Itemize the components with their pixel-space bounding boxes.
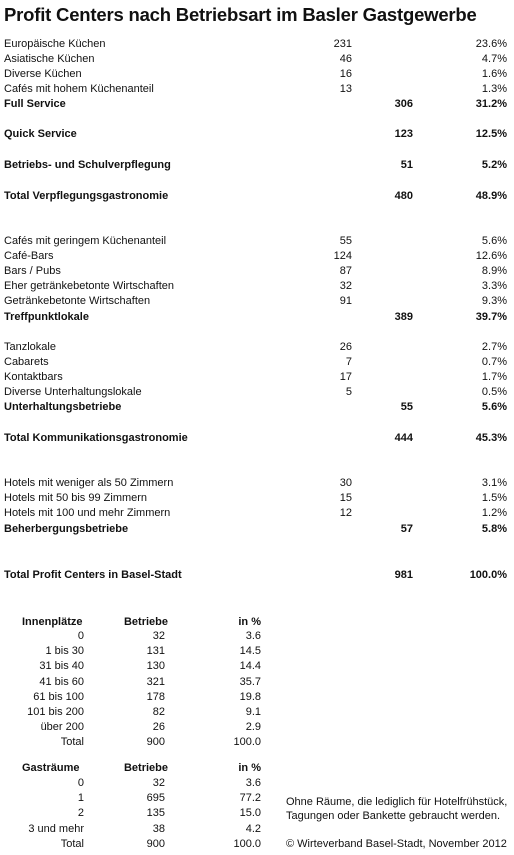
table-cell: 14.5 [239, 645, 261, 658]
table-cell: 19.8 [239, 690, 261, 703]
row-percent: 100.0% [469, 569, 507, 581]
row-label: Total Kommunikationsgastronomie [4, 432, 188, 444]
table-cell: 131 [146, 645, 165, 658]
table-row [0, 721, 514, 734]
table-cell: 4.2 [245, 822, 261, 835]
footnote: Ohne Räume, die lediglich für Hotelfrühstück, Tagungen oder Bankette gebraucht werden. [286, 796, 508, 822]
table-row [0, 386, 514, 399]
table-row [0, 235, 514, 248]
table-row [0, 676, 514, 689]
table-row [0, 507, 514, 520]
column-header: Betriebe [123, 616, 168, 628]
row-label: Asiatische Küchen [4, 53, 95, 65]
row-percent: 8.9% [481, 265, 507, 277]
row-label: Diverse Unterhaltungslokale [4, 386, 142, 398]
row-percent: 39.7% [475, 311, 507, 323]
row-label: Total Verpflegungsgastronomie [4, 190, 169, 202]
row-label: Beherbergungsbetriebe [4, 523, 129, 535]
table-cell: 695 [146, 792, 165, 805]
row-percent: 23.6% [475, 38, 507, 50]
row-percent: 1.7% [481, 371, 507, 383]
table-cell: über 200 [40, 721, 84, 734]
table-cell: Total [60, 736, 84, 749]
table-cell: 0 [77, 777, 84, 789]
row-percent: 9.3% [481, 295, 507, 307]
table-cell: 32 [152, 630, 165, 642]
row-percent: 5.8% [481, 523, 507, 535]
table-row [0, 706, 514, 719]
table-cell: 2 [77, 807, 84, 820]
row-percent: 4.7% [481, 53, 507, 65]
row-count: 124 [333, 250, 352, 262]
table-cell: 130 [146, 660, 165, 673]
table-cell: 3 und mehr [28, 822, 84, 835]
table-row [0, 569, 514, 582]
table-row [0, 523, 514, 536]
row-label: Bars / Pubs [4, 265, 61, 277]
table-row [0, 477, 514, 490]
row-label: Quick Service [4, 128, 77, 140]
row-count: 5 [345, 386, 352, 398]
row-count: 15 [339, 492, 352, 504]
table-cell: 77.2 [239, 792, 261, 805]
table-cell: 38 [152, 822, 165, 835]
table-cell: 0 [77, 630, 84, 642]
row-label: Total Profit Centers in Basel-Stadt [4, 569, 182, 581]
row-percent: 12.5% [475, 128, 507, 140]
row-count: 26 [339, 341, 352, 353]
column-header: in % [238, 762, 261, 774]
row-subtotal: 306 [394, 98, 413, 110]
row-count: 231 [333, 38, 352, 50]
table-row [0, 371, 514, 384]
row-label: Getränkebetonte Wirtschaften [4, 295, 151, 307]
column-header: Gasträume [22, 762, 80, 774]
row-percent: 31.2% [475, 98, 507, 110]
row-percent: 5.6% [481, 235, 507, 247]
table-cell: 2.9 [245, 721, 261, 734]
row-percent: 48.9% [475, 190, 507, 202]
table-row [0, 777, 514, 790]
table-cell: 41 bis 60 [39, 675, 84, 688]
table-row [0, 311, 514, 324]
row-label: Hotels mit 50 bis 99 Zimmern [4, 492, 148, 504]
table-row [0, 265, 514, 278]
table-cell: 14.4 [239, 660, 261, 673]
row-subtotal: 389 [394, 311, 413, 323]
table-cell: 1 bis 30 [45, 645, 84, 658]
row-label: Diverse Küchen [4, 68, 82, 80]
row-label: Tanzlokale [4, 341, 56, 353]
row-subtotal: 57 [400, 523, 413, 535]
table-cell: 900 [146, 837, 165, 850]
table-row [0, 736, 514, 749]
row-percent: 45.3% [475, 432, 507, 444]
table-row [0, 691, 514, 704]
table-cell: 1 [77, 792, 84, 805]
column-header: Betriebe [123, 762, 168, 774]
table-cell: 9.1 [245, 706, 261, 718]
table-row [0, 53, 514, 66]
table-cell: 61 bis 100 [33, 690, 84, 703]
table-header [0, 762, 514, 775]
row-label: Full Service [4, 98, 66, 110]
table-cell: 82 [152, 706, 165, 718]
row-subtotal: 123 [394, 128, 413, 140]
table-cell: 178 [146, 690, 165, 703]
table-cell: 135 [146, 807, 165, 820]
row-percent: 5.2% [481, 159, 507, 171]
table-cell: 26 [152, 721, 165, 734]
row-count: 13 [339, 83, 352, 95]
table-cell: 100.0 [233, 837, 261, 850]
row-label: Treffpunktlokale [4, 311, 89, 323]
table-row [0, 83, 514, 96]
row-subtotal: 444 [394, 432, 413, 444]
row-percent: 0.5% [481, 386, 507, 398]
row-subtotal: 480 [394, 190, 413, 202]
row-label: Kontaktbars [4, 371, 63, 383]
row-label: Hotels mit weniger als 50 Zimmern [4, 477, 174, 489]
row-count: 7 [345, 356, 352, 368]
row-percent: 1.3% [481, 83, 507, 95]
row-label: Unterhaltungsbetriebe [4, 401, 122, 413]
table-cell: 321 [146, 675, 165, 688]
row-count: 91 [339, 295, 352, 307]
table-row [0, 630, 514, 643]
table-header [0, 616, 514, 629]
table-cell: Total [60, 837, 84, 850]
row-label: Betriebs- und Schulverpflegung [4, 159, 171, 171]
table-row [0, 128, 514, 141]
row-percent: 1.5% [481, 492, 507, 504]
copyright-notice: © Wirteverband Basel-Stadt, November 2012 [286, 838, 507, 850]
table-cell: 900 [146, 736, 165, 749]
table-row [0, 645, 514, 658]
table-row [0, 432, 514, 445]
row-percent: 3.3% [481, 280, 507, 292]
row-label: Europäische Küchen [4, 38, 106, 50]
row-percent: 5.6% [481, 401, 507, 413]
table-cell: 3.6 [245, 777, 261, 789]
column-header: Innenplätze [22, 616, 83, 628]
row-percent: 0.7% [481, 356, 507, 368]
table-row [0, 660, 514, 673]
row-count: 55 [339, 235, 352, 247]
row-label: Cafés mit geringem Küchenanteil [4, 235, 167, 247]
table-cell: 32 [152, 777, 165, 789]
row-percent: 2.7% [481, 341, 507, 353]
table-cell: 3.6 [245, 630, 261, 642]
table-row [0, 823, 514, 836]
row-count: 12 [339, 507, 352, 519]
row-percent: 1.2% [481, 507, 507, 519]
table-cell: 15.0 [239, 807, 261, 820]
table-cell: 35.7 [239, 675, 261, 688]
row-count: 30 [339, 477, 352, 489]
row-label: Cabarets [4, 356, 49, 368]
column-header: in % [238, 616, 261, 628]
row-count: 87 [339, 265, 352, 277]
row-count: 17 [339, 371, 352, 383]
row-percent: 3.1% [481, 477, 507, 489]
row-count: 46 [339, 53, 352, 65]
table-row [0, 492, 514, 505]
table-row [0, 341, 514, 354]
row-percent: 12.6% [475, 250, 507, 262]
table-row [0, 295, 514, 308]
table-cell: 31 bis 40 [39, 660, 84, 673]
table-row [0, 356, 514, 369]
row-label: Eher getränkebetonte Wirtschaften [4, 280, 174, 292]
table-row [0, 250, 514, 263]
row-label: Café-Bars [4, 250, 54, 262]
table-row [0, 190, 514, 203]
row-subtotal: 51 [400, 159, 413, 171]
table-row [0, 38, 514, 51]
table-row [0, 98, 514, 111]
table-row [0, 280, 514, 293]
row-subtotal: 55 [400, 401, 413, 413]
row-subtotal: 981 [394, 569, 413, 581]
row-percent: 1.6% [481, 68, 507, 80]
row-label: Cafés mit hohem Küchenanteil [4, 83, 154, 95]
row-count: 16 [339, 68, 352, 80]
table-cell: 100.0 [233, 736, 261, 749]
table-cell: 101 bis 200 [27, 706, 84, 718]
row-label: Hotels mit 100 und mehr Zimmern [4, 507, 171, 519]
table-row [0, 401, 514, 414]
page-title: Profit Centers nach Betriebsart im Basler Gastgewerbe [4, 4, 477, 25]
row-count: 32 [339, 280, 352, 292]
table-row [0, 159, 514, 172]
table-row [0, 68, 514, 81]
